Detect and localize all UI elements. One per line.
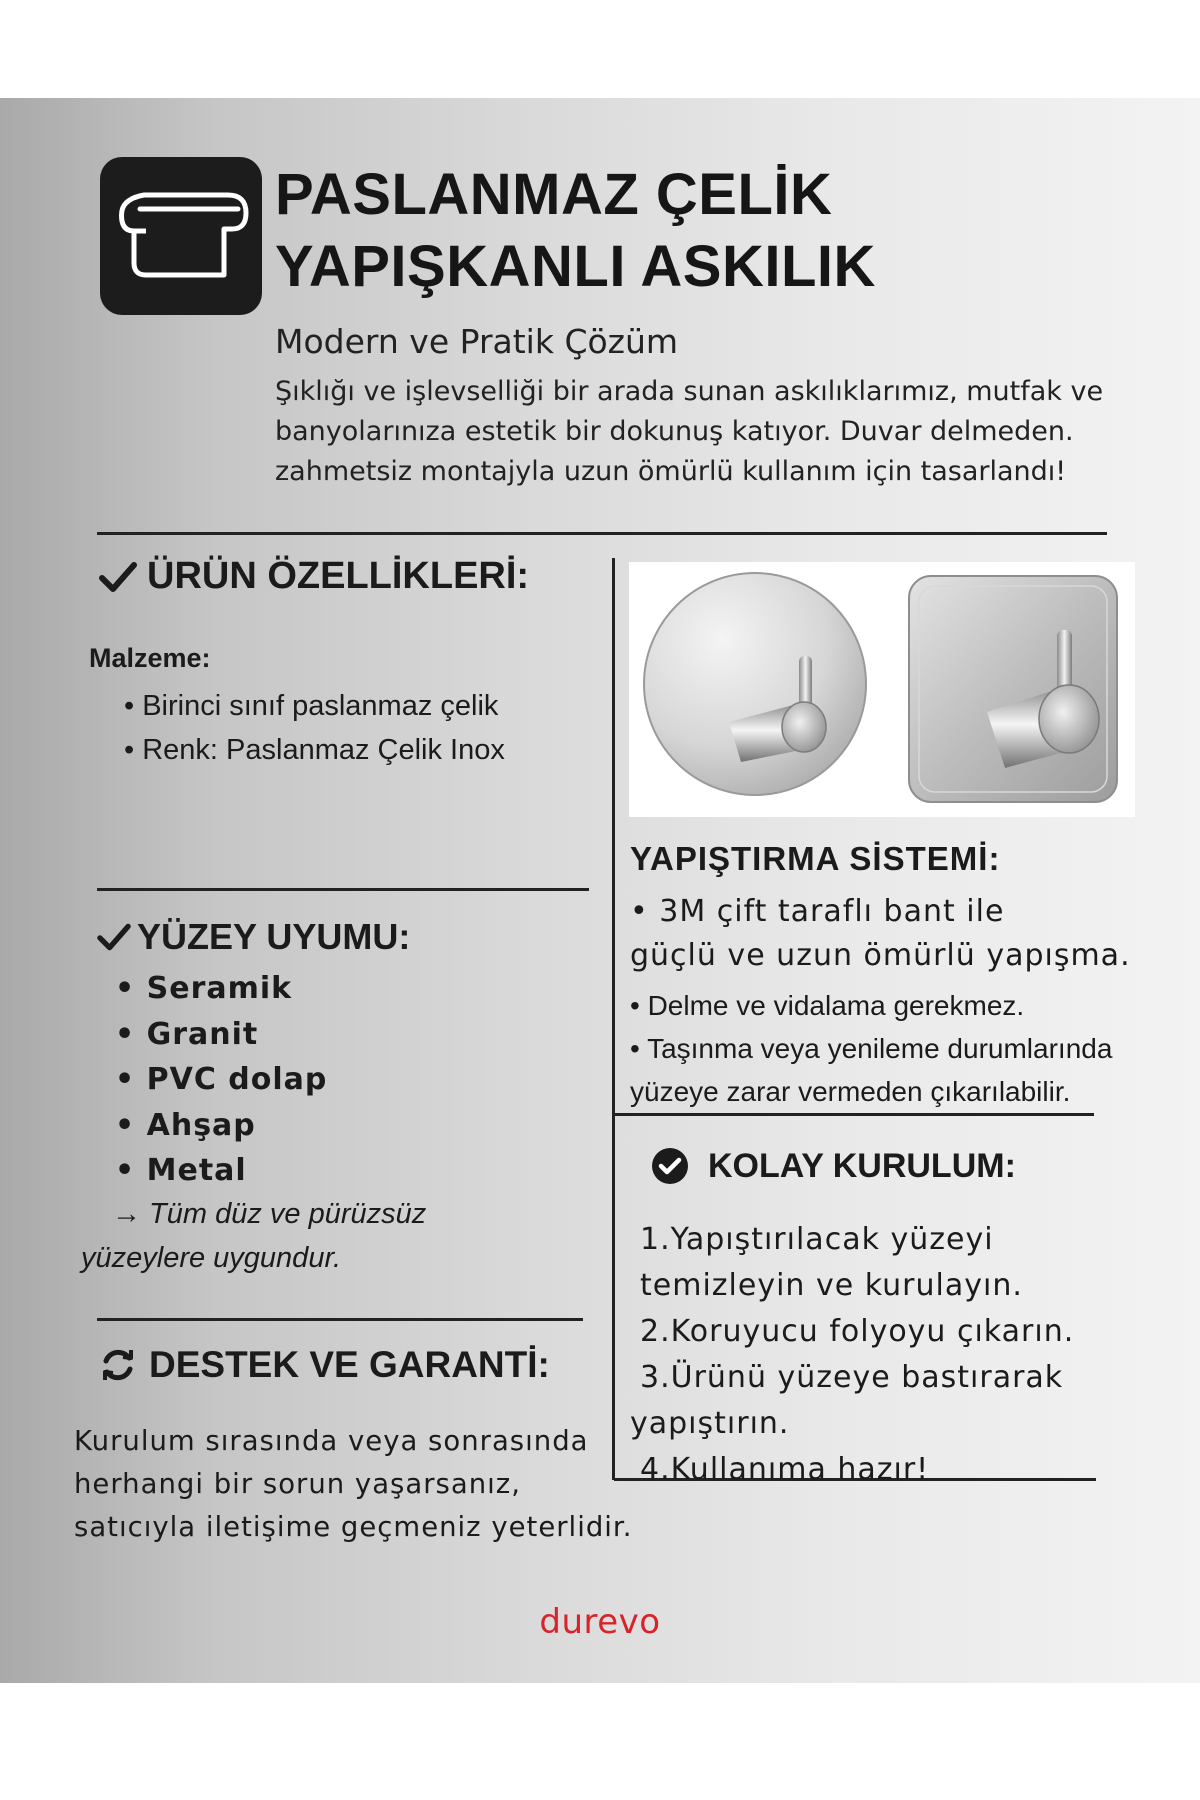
- adhesive-intro: [630, 890, 1131, 978]
- header-divider: [97, 532, 1107, 535]
- subtitle: Modern ve Pratik Çözüm: [275, 322, 679, 361]
- surface-heading-text: YÜZEY UYUMU:: [137, 916, 411, 957]
- adhesive-line: • Taşınma veya yenileme durumlarında: [630, 1033, 1113, 1064]
- adhesive-line: yüzeye zarar vermeden çıkarılabilir.: [630, 1076, 1071, 1107]
- support-line: satıcıyla iletişime geçmeniz yeterlidir.: [74, 1511, 633, 1543]
- adhesive-details: [630, 984, 1112, 1113]
- surface-heading: [97, 916, 410, 958]
- product-photo: [629, 562, 1135, 817]
- support-line: Kurulum sırasında veya sonrasında: [74, 1425, 589, 1457]
- adhesive-divider: [614, 1113, 1094, 1116]
- check-icon: [99, 560, 137, 594]
- install-step: 2.Koruyucu folyoyu çıkarın.: [640, 1314, 1075, 1349]
- brand-name: durevo: [539, 1602, 661, 1642]
- check-icon: [97, 922, 131, 952]
- install-steps: [630, 1217, 1075, 1493]
- install-step: temizleyin ve kurulayın.: [640, 1268, 1023, 1303]
- adhesive-heading: YAPIŞTIRMA SİSTEMİ:: [630, 840, 1001, 877]
- refresh-icon: [99, 1346, 137, 1384]
- material-label: Malzeme:: [89, 643, 211, 673]
- list-item: • Seramik: [115, 966, 327, 1012]
- list-item: • Granit: [115, 1012, 327, 1058]
- intro-line: banyolarınıza estetik bir dokunuş katıyor. Duvar delmeden.: [275, 416, 1074, 447]
- column-divider: [612, 558, 615, 1480]
- features-heading-text: ÜRÜN ÖZELLİKLERİ:: [147, 555, 530, 597]
- towel-rail-icon: [100, 157, 262, 315]
- surface-divider: [97, 1318, 583, 1321]
- check-circle-icon: [650, 1146, 690, 1186]
- support-heading-text: DESTEK VE GARANTİ:: [149, 1344, 550, 1385]
- intro-text: [275, 372, 1175, 492]
- list-item: • Ahşap: [115, 1103, 327, 1149]
- features-divider: [97, 888, 589, 891]
- page-title-line2: YAPIŞKANLI ASKILIK: [275, 234, 876, 299]
- install-heading-text: KOLAY KURULUM:: [708, 1146, 1016, 1185]
- list-item: • Metal: [115, 1148, 327, 1194]
- support-text: [74, 1420, 632, 1549]
- features-list: [124, 684, 505, 772]
- list-item: • PVC dolap: [115, 1057, 327, 1103]
- intro-line: Şıklığı ve işlevselliği bir arada sunan askılıklarımız, mutfak ve: [275, 376, 1104, 407]
- adhesive-line: • 3M çift taraflı bant ile: [630, 894, 1005, 929]
- install-step: 1.Yapıştırılacak yüzeyi: [640, 1222, 994, 1257]
- features-heading: [99, 555, 529, 598]
- adhesive-line: güçlü ve uzun ömürlü yapışma.: [630, 938, 1131, 973]
- install-heading: [650, 1146, 1016, 1186]
- adhesive-line: • Delme ve vidalama gerekmez.: [630, 990, 1025, 1021]
- surface-note-line1: → Tüm düz ve pürüzsüz: [112, 1198, 427, 1230]
- list-item: • Birinci sınıf paslanmaz çelik: [124, 684, 505, 728]
- list-item: • Renk: Paslanmaz Çelik Inox: [124, 728, 505, 772]
- install-step: 3.Ürünü yüzeye bastırarak: [640, 1360, 1064, 1395]
- support-heading: [99, 1344, 550, 1386]
- surface-note-line2: yüzeylere uygundur.: [81, 1242, 342, 1274]
- intro-line: zahmetsiz montajyla uzun ömürlü kullanım için tasarlandı!: [275, 456, 1067, 487]
- page-title-line1: PASLANMAZ ÇELİK: [275, 162, 833, 227]
- install-step: 4.Kullanıma hazır!: [640, 1452, 930, 1487]
- support-line: herhangi bir sorun yaşarsanız,: [74, 1468, 521, 1500]
- install-step: yapıştırın.: [630, 1406, 790, 1441]
- surface-list: [115, 966, 327, 1194]
